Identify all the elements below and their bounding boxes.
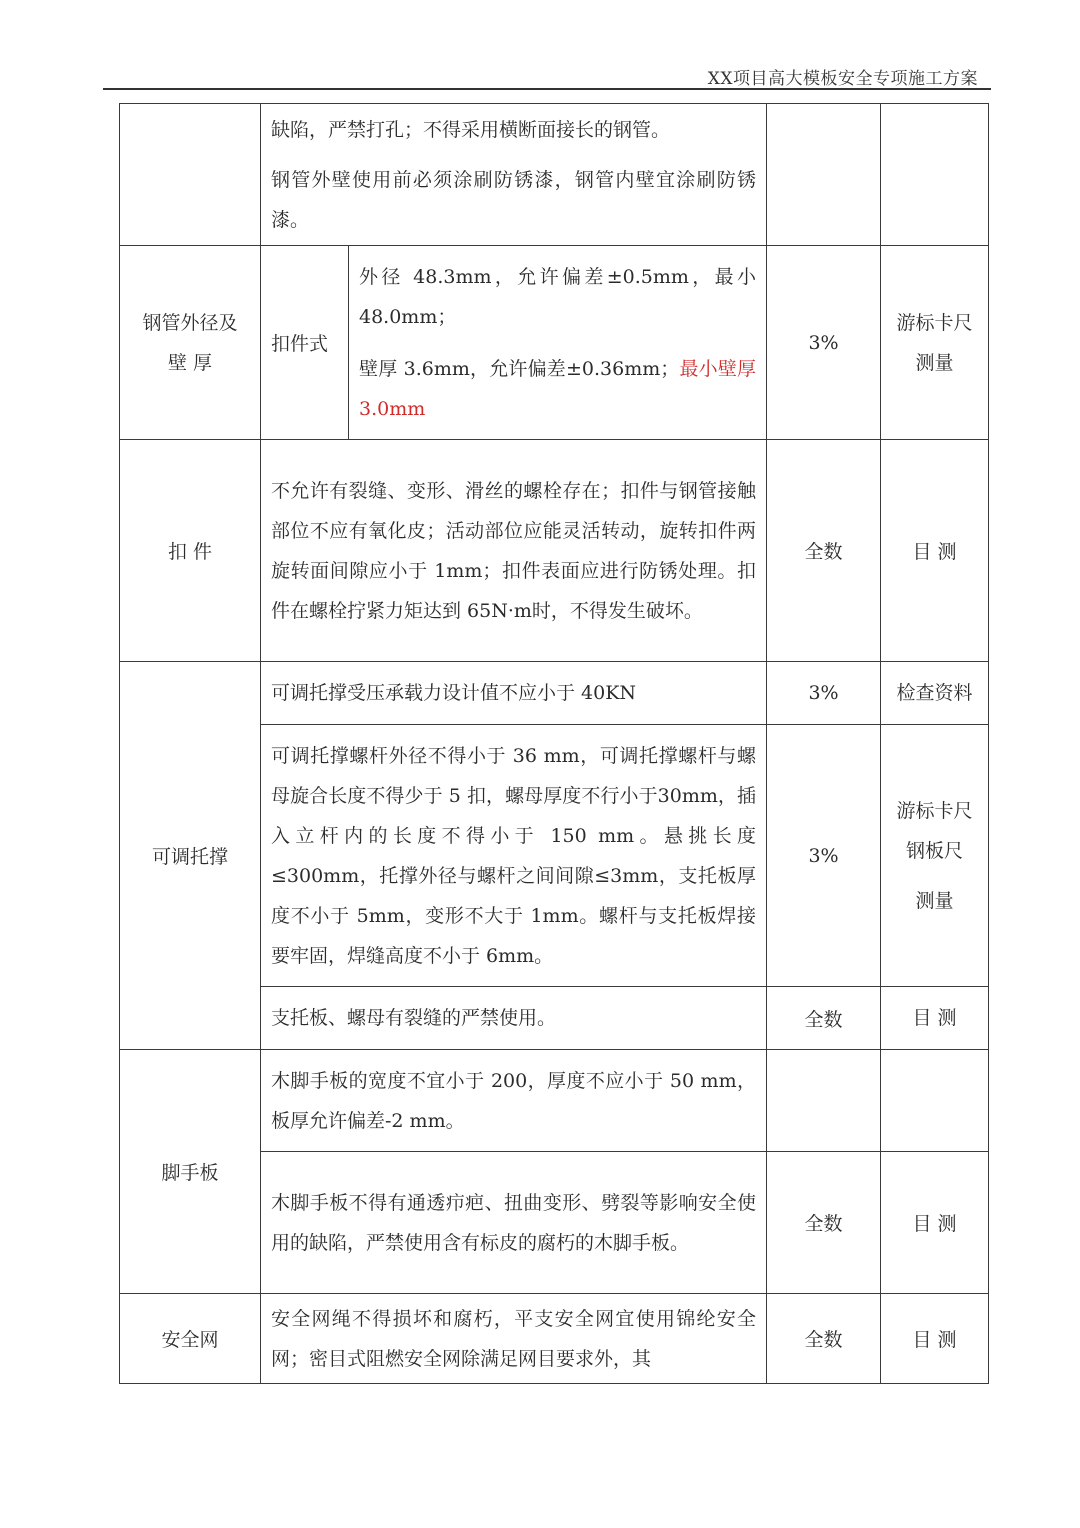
requirements-cell (261, 1152, 767, 1294)
method-cell: 目 测 (881, 440, 989, 662)
subtype-cell: 扣件式 (261, 246, 349, 440)
method-line: 目 测 (912, 1007, 957, 1029)
requirements-cell (261, 104, 767, 246)
category-line: 壁 厚 (167, 351, 213, 374)
category-line: 钢管外径及 (142, 311, 238, 334)
method-cell (881, 662, 989, 725)
ratio-cell: 3% (767, 725, 881, 987)
method-line: 检查资料 (896, 682, 973, 704)
page-header-title: XX项目高大模板安全专项施工方案 (707, 69, 978, 89)
method-line: 测量 (915, 351, 954, 374)
requirement-text (359, 349, 756, 429)
method-line: 游标卡尺 (896, 311, 973, 334)
table-row (120, 1050, 989, 1152)
category-cell: 可调托撑 (120, 662, 261, 1050)
requirements-cell (261, 440, 767, 662)
category-cell (120, 246, 261, 440)
requirements-cell (349, 246, 767, 440)
category-cell (120, 104, 261, 246)
requirement-text: 外径 48.3mm，允许偏差±0.5mm，最小48.0mm； (359, 265, 757, 328)
ratio-cell: 全数 (767, 440, 881, 662)
requirements-cell (261, 987, 767, 1050)
ratio-cell: 全数 (767, 1294, 881, 1384)
method-cell (881, 725, 989, 987)
ratio-cell (767, 1050, 881, 1152)
requirements-cell (261, 662, 767, 725)
ratio-cell: 3% (767, 662, 881, 725)
requirement-text: 支托板、螺母有裂缝的严禁使用。 (271, 1007, 557, 1029)
requirement-text: 安全网绳不得损坏和腐朽，平支安全网宜使用锦纶安全网；密目式阻燃安全网除满足网目要求外，其 (271, 1307, 757, 1370)
method-cell (881, 1050, 989, 1152)
method-line: 钢板尺 (906, 839, 964, 862)
method-cell (881, 987, 989, 1050)
requirement-text: 不允许有裂缝、变形、滑丝的螺栓存在；扣件与钢管接触部位不应有氧化皮；活动部位应能灵活转动，旋转扣件两旋转面间隙应小于 1mm；扣件表面应进行防锈处理。扣件在螺栓拧紧力矩达到 65N·m时，不得发生破坏。 (271, 479, 757, 622)
table-row (120, 104, 989, 246)
category-cell: 安全网 (120, 1294, 261, 1384)
requirements-cell (261, 1050, 767, 1152)
category-cell: 扣 件 (120, 440, 261, 662)
table-row (120, 662, 989, 725)
requirements-cell (261, 725, 767, 987)
ratio-cell (767, 104, 881, 246)
table-row (120, 440, 989, 662)
inspection-table (119, 103, 989, 1384)
ratio-cell: 全数 (767, 987, 881, 1050)
method-line: 游标卡尺 (896, 799, 973, 822)
method-cell: 目 测 (881, 1152, 989, 1294)
requirement-text: 钢管外壁使用前必须涂刷防锈漆，钢管内壁宜涂刷防锈漆。 (271, 168, 757, 231)
requirements-cell (261, 1294, 767, 1384)
header-rule (103, 88, 991, 90)
method-cell (881, 104, 989, 246)
table-row (120, 246, 989, 440)
requirement-text-plain: 壁厚 3.6mm，允许偏差±0.36mm； (359, 357, 680, 380)
ratio-cell: 全数 (767, 1152, 881, 1294)
method-cell: 目 测 (881, 1294, 989, 1384)
requirement-text: 可调托撑螺杆外径不得小于 36 mm，可调托撑螺杆与螺母旋合长度不得少于 5 扣，螺母厚度不行小于30mm，插入立杆内的长度不得小于 150 mm。悬挑长度≤300mm，托撑外径与螺杆之间间隙≤3mm，支托板厚度不小于 5mm，变形不大于 1mm。螺杆与支托板焊接要牢固，焊缝高度不小于 6mm。 (271, 744, 757, 967)
requirement-text-highlight: 最小壁厚3.0mm (359, 357, 757, 420)
requirement-text: 可调托撑受压承载力设计值不应小于 40KN (271, 682, 637, 704)
ratio-cell: 3% (767, 246, 881, 440)
method-line: 测量 (915, 889, 954, 912)
requirement-text: 缺陷，严禁打孔；不得采用横断面接长的钢管。 (271, 118, 671, 141)
table-row (120, 1294, 989, 1384)
category-cell: 脚手板 (120, 1050, 261, 1294)
requirement-text: 木脚手板的宽度不宜小于 200，厚度不应小于 50 mm，板厚允许偏差-2 mm。 (271, 1069, 757, 1132)
method-cell (881, 246, 989, 440)
requirement-text: 木脚手板不得有通透疖疤、扭曲变形、劈裂等影响安全使用的缺陷，严禁使用含有标皮的腐朽的木脚手板。 (271, 1191, 757, 1254)
